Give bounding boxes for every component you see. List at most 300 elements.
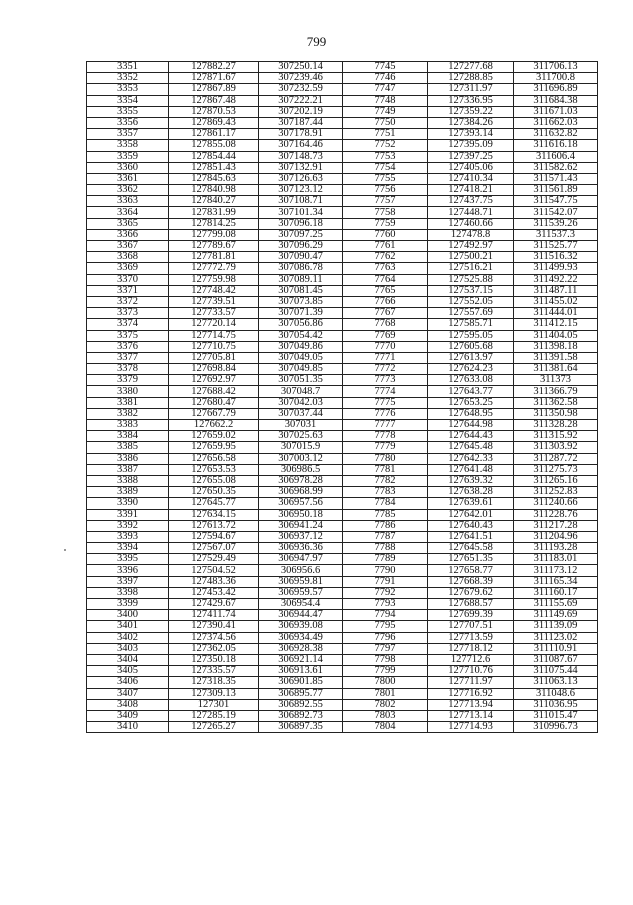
x-coord-right-cell: 127393.14 <box>428 129 514 140</box>
x-coord-left-cell: 127362.05 <box>169 643 259 654</box>
x-coord-right-cell: 127644.43 <box>428 431 514 442</box>
point-id-left-cell: 3406 <box>87 677 169 688</box>
y-coord-left-cell: 306950.18 <box>259 509 343 520</box>
point-id-left-cell: 3381 <box>87 397 169 408</box>
table-row <box>87 666 598 677</box>
x-coord-left-cell: 127870.53 <box>169 106 259 117</box>
x-coord-left-cell: 127748.42 <box>169 285 259 296</box>
point-id-left-cell: 3362 <box>87 185 169 196</box>
point-id-left-cell: 3356 <box>87 117 169 128</box>
point-id-right-cell: 7748 <box>343 95 428 106</box>
table-row <box>87 285 598 296</box>
point-id-right-cell: 7764 <box>343 274 428 285</box>
y-coord-left-cell: 306897.35 <box>259 722 343 733</box>
y-coord-right-cell: 311398.18 <box>514 341 598 352</box>
x-coord-left-cell: 127653.53 <box>169 464 259 475</box>
y-coord-right-cell: 311315.92 <box>514 431 598 442</box>
x-coord-left-cell: 127529.49 <box>169 554 259 565</box>
y-coord-left-cell: 306892.55 <box>259 699 343 710</box>
x-coord-right-cell: 127641.51 <box>428 531 514 542</box>
table-row <box>87 531 598 542</box>
table-row <box>87 207 598 218</box>
point-id-right-cell: 7755 <box>343 173 428 184</box>
point-id-right-cell: 7783 <box>343 487 428 498</box>
y-coord-right-cell: 311571.43 <box>514 173 598 184</box>
x-coord-right-cell: 127437.75 <box>428 196 514 207</box>
y-coord-right-cell: 311087.67 <box>514 654 598 665</box>
point-id-right-cell: 7788 <box>343 543 428 554</box>
point-id-left-cell: 3363 <box>87 196 169 207</box>
coordinate-table-body <box>87 62 598 733</box>
y-coord-left-cell: 306954.4 <box>259 599 343 610</box>
table-row <box>87 453 598 464</box>
x-coord-right-cell: 127642.33 <box>428 453 514 464</box>
y-coord-left-cell: 306921.14 <box>259 654 343 665</box>
y-coord-right-cell: 311204.96 <box>514 531 598 542</box>
y-coord-right-cell: 311561.89 <box>514 185 598 196</box>
x-coord-left-cell: 127867.89 <box>169 84 259 95</box>
point-id-left-cell: 3403 <box>87 643 169 654</box>
point-id-left-cell: 3373 <box>87 308 169 319</box>
point-id-right-cell: 7787 <box>343 531 428 542</box>
point-id-right-cell: 7796 <box>343 632 428 643</box>
point-id-left-cell: 3360 <box>87 162 169 173</box>
x-coord-right-cell: 127359.22 <box>428 106 514 117</box>
x-coord-right-cell: 127714.93 <box>428 722 514 733</box>
y-coord-left-cell: 307096.18 <box>259 218 343 229</box>
x-coord-left-cell: 127309.13 <box>169 688 259 699</box>
table-row <box>87 274 598 285</box>
y-coord-left-cell: 307101.34 <box>259 207 343 218</box>
y-coord-left-cell: 306944.47 <box>259 610 343 621</box>
point-id-left-cell: 3389 <box>87 487 169 498</box>
y-coord-left-cell: 307056.86 <box>259 319 343 330</box>
y-coord-right-cell: 311616.18 <box>514 140 598 151</box>
point-id-right-cell: 7772 <box>343 364 428 375</box>
x-coord-left-cell: 127318.35 <box>169 677 259 688</box>
point-id-left-cell: 3384 <box>87 431 169 442</box>
x-coord-left-cell: 127650.35 <box>169 487 259 498</box>
x-coord-left-cell: 127714.75 <box>169 330 259 341</box>
y-coord-left-cell: 307049.05 <box>259 352 343 363</box>
x-coord-right-cell: 127639.32 <box>428 475 514 486</box>
y-coord-right-cell: 311183.01 <box>514 554 598 565</box>
y-coord-right-cell: 311706.13 <box>514 62 598 73</box>
y-coord-right-cell: 311173.12 <box>514 565 598 576</box>
point-id-right-cell: 7803 <box>343 710 428 721</box>
x-coord-left-cell: 127645.77 <box>169 498 259 509</box>
point-id-left-cell: 3410 <box>87 722 169 733</box>
y-coord-left-cell: 307097.25 <box>259 229 343 240</box>
table-row <box>87 397 598 408</box>
point-id-right-cell: 7765 <box>343 285 428 296</box>
y-coord-right-cell: 310996.73 <box>514 722 598 733</box>
y-coord-left-cell: 307073.85 <box>259 296 343 307</box>
point-id-left-cell: 3382 <box>87 408 169 419</box>
x-coord-right-cell: 127448.71 <box>428 207 514 218</box>
point-id-right-cell: 7802 <box>343 699 428 710</box>
y-coord-left-cell: 307108.71 <box>259 196 343 207</box>
x-coord-right-cell: 127633.08 <box>428 375 514 386</box>
x-coord-right-cell: 127716.92 <box>428 688 514 699</box>
y-coord-left-cell: 307037.44 <box>259 408 343 419</box>
y-coord-right-cell: 311217.28 <box>514 520 598 531</box>
x-coord-left-cell: 127882.27 <box>169 62 259 73</box>
y-coord-right-cell: 311155.69 <box>514 599 598 610</box>
x-coord-right-cell: 127613.97 <box>428 352 514 363</box>
point-id-right-cell: 7758 <box>343 207 428 218</box>
y-coord-right-cell: 311252.83 <box>514 487 598 498</box>
y-coord-left-cell: 306968.99 <box>259 487 343 498</box>
y-coord-right-cell: 311381.64 <box>514 364 598 375</box>
x-coord-right-cell: 127336.95 <box>428 95 514 106</box>
y-coord-left-cell: 306901.85 <box>259 677 343 688</box>
point-id-left-cell: 3386 <box>87 453 169 464</box>
point-id-left-cell: 3370 <box>87 274 169 285</box>
x-coord-left-cell: 127594.67 <box>169 531 259 542</box>
x-coord-left-cell: 127634.15 <box>169 509 259 520</box>
x-coord-right-cell: 127460.66 <box>428 218 514 229</box>
x-coord-right-cell: 127397.25 <box>428 151 514 162</box>
point-id-right-cell: 7754 <box>343 162 428 173</box>
point-id-right-cell: 7775 <box>343 397 428 408</box>
point-id-left-cell: 3401 <box>87 621 169 632</box>
y-coord-left-cell: 307054.42 <box>259 330 343 341</box>
x-coord-right-cell: 127688.57 <box>428 599 514 610</box>
x-coord-left-cell: 127869.43 <box>169 117 259 128</box>
y-coord-right-cell: 311547.75 <box>514 196 598 207</box>
y-coord-left-cell: 306936.36 <box>259 543 343 554</box>
y-coord-right-cell: 311696.89 <box>514 84 598 95</box>
point-id-left-cell: 3359 <box>87 151 169 162</box>
x-coord-left-cell: 127698.84 <box>169 364 259 375</box>
y-coord-right-cell: 311700.8 <box>514 73 598 84</box>
point-id-left-cell: 3394 <box>87 543 169 554</box>
y-coord-left-cell: 306941.24 <box>259 520 343 531</box>
y-coord-right-cell: 311487.11 <box>514 285 598 296</box>
x-coord-left-cell: 127867.48 <box>169 95 259 106</box>
table-row <box>87 475 598 486</box>
point-id-right-cell: 7784 <box>343 498 428 509</box>
x-coord-left-cell: 127781.81 <box>169 252 259 263</box>
y-coord-right-cell: 311048.6 <box>514 688 598 699</box>
y-coord-right-cell: 311444.01 <box>514 308 598 319</box>
point-id-right-cell: 7746 <box>343 73 428 84</box>
point-id-right-cell: 7761 <box>343 241 428 252</box>
y-coord-right-cell: 311160.17 <box>514 587 598 598</box>
x-coord-left-cell: 127845.63 <box>169 173 259 184</box>
x-coord-right-cell: 127277.68 <box>428 62 514 73</box>
x-coord-left-cell: 127335.57 <box>169 666 259 677</box>
y-coord-right-cell: 311373 <box>514 375 598 386</box>
point-id-left-cell: 3365 <box>87 218 169 229</box>
x-coord-right-cell: 127653.25 <box>428 397 514 408</box>
x-coord-right-cell: 127718.12 <box>428 643 514 654</box>
point-id-right-cell: 7767 <box>343 308 428 319</box>
table-row <box>87 95 598 106</box>
table-row <box>87 185 598 196</box>
y-coord-right-cell: 311404.05 <box>514 330 598 341</box>
y-coord-right-cell: 311287.72 <box>514 453 598 464</box>
point-id-left-cell: 3393 <box>87 531 169 542</box>
x-coord-left-cell: 127567.07 <box>169 543 259 554</box>
x-coord-right-cell: 127645.58 <box>428 543 514 554</box>
x-coord-left-cell: 127411.74 <box>169 610 259 621</box>
point-id-left-cell: 3391 <box>87 509 169 520</box>
y-coord-left-cell: 306957.56 <box>259 498 343 509</box>
x-coord-right-cell: 127638.28 <box>428 487 514 498</box>
table-row <box>87 442 598 453</box>
point-id-right-cell: 7777 <box>343 420 428 431</box>
point-id-left-cell: 3352 <box>87 73 169 84</box>
table-row <box>87 677 598 688</box>
y-coord-right-cell: 311265.16 <box>514 475 598 486</box>
y-coord-right-cell: 311275.73 <box>514 464 598 475</box>
scan-speck <box>64 549 66 551</box>
point-id-right-cell: 7763 <box>343 263 428 274</box>
y-coord-right-cell: 311455.02 <box>514 296 598 307</box>
x-coord-right-cell: 127712.6 <box>428 654 514 665</box>
point-id-right-cell: 7766 <box>343 296 428 307</box>
x-coord-right-cell: 127605.68 <box>428 341 514 352</box>
point-id-left-cell: 3353 <box>87 84 169 95</box>
y-coord-right-cell: 311110.91 <box>514 643 598 654</box>
x-coord-right-cell: 127639.61 <box>428 498 514 509</box>
x-coord-right-cell: 127699.39 <box>428 610 514 621</box>
table-row <box>87 308 598 319</box>
table-row <box>87 621 598 632</box>
point-id-left-cell: 3366 <box>87 229 169 240</box>
x-coord-right-cell: 127500.21 <box>428 252 514 263</box>
table-row <box>87 364 598 375</box>
point-id-right-cell: 7785 <box>343 509 428 520</box>
x-coord-left-cell: 127656.58 <box>169 453 259 464</box>
y-coord-left-cell: 307051.35 <box>259 375 343 386</box>
point-id-left-cell: 3378 <box>87 364 169 375</box>
point-id-left-cell: 3367 <box>87 241 169 252</box>
y-coord-left-cell: 307049.85 <box>259 364 343 375</box>
x-coord-right-cell: 127713.94 <box>428 699 514 710</box>
x-coord-right-cell: 127710.76 <box>428 666 514 677</box>
y-coord-right-cell: 311350.98 <box>514 408 598 419</box>
x-coord-right-cell: 127641.48 <box>428 464 514 475</box>
point-id-right-cell: 7780 <box>343 453 428 464</box>
y-coord-left-cell: 307202.19 <box>259 106 343 117</box>
table-row <box>87 654 598 665</box>
point-id-left-cell: 3407 <box>87 688 169 699</box>
x-coord-right-cell: 127395.09 <box>428 140 514 151</box>
y-coord-left-cell: 307015.9 <box>259 442 343 453</box>
point-id-left-cell: 3377 <box>87 352 169 363</box>
table-row <box>87 431 598 442</box>
x-coord-left-cell: 127759.98 <box>169 274 259 285</box>
y-coord-right-cell: 311362.58 <box>514 397 598 408</box>
point-id-right-cell: 7778 <box>343 431 428 442</box>
y-coord-right-cell: 311516.32 <box>514 252 598 263</box>
x-coord-right-cell: 127516.21 <box>428 263 514 274</box>
table-row <box>87 196 598 207</box>
y-coord-right-cell: 311193.28 <box>514 543 598 554</box>
y-coord-left-cell: 307123.12 <box>259 185 343 196</box>
point-id-right-cell: 7782 <box>343 475 428 486</box>
y-coord-right-cell: 311662.03 <box>514 117 598 128</box>
x-coord-left-cell: 127710.75 <box>169 341 259 352</box>
point-id-left-cell: 3357 <box>87 129 169 140</box>
x-coord-left-cell: 127504.52 <box>169 565 259 576</box>
point-id-right-cell: 7747 <box>343 84 428 95</box>
y-coord-left-cell: 307042.03 <box>259 397 343 408</box>
point-id-right-cell: 7792 <box>343 587 428 598</box>
x-coord-right-cell: 127595.05 <box>428 330 514 341</box>
y-coord-right-cell: 311149.69 <box>514 610 598 621</box>
point-id-left-cell: 3351 <box>87 62 169 73</box>
x-coord-right-cell: 127418.21 <box>428 185 514 196</box>
y-coord-right-cell: 311036.95 <box>514 699 598 710</box>
point-id-right-cell: 7750 <box>343 117 428 128</box>
x-coord-left-cell: 127483.36 <box>169 576 259 587</box>
point-id-right-cell: 7762 <box>343 252 428 263</box>
y-coord-left-cell: 306913.61 <box>259 666 343 677</box>
y-coord-left-cell: 307086.78 <box>259 263 343 274</box>
table-row <box>87 330 598 341</box>
point-id-right-cell: 7799 <box>343 666 428 677</box>
point-id-left-cell: 3399 <box>87 599 169 610</box>
point-id-left-cell: 3364 <box>87 207 169 218</box>
point-id-left-cell: 3408 <box>87 699 169 710</box>
point-id-right-cell: 7789 <box>343 554 428 565</box>
y-coord-left-cell: 307222.21 <box>259 95 343 106</box>
point-id-left-cell: 3361 <box>87 173 169 184</box>
x-coord-left-cell: 127655.08 <box>169 475 259 486</box>
x-coord-left-cell: 127861.17 <box>169 129 259 140</box>
point-id-left-cell: 3400 <box>87 610 169 621</box>
x-coord-right-cell: 127585.71 <box>428 319 514 330</box>
point-id-left-cell: 3375 <box>87 330 169 341</box>
point-id-left-cell: 3388 <box>87 475 169 486</box>
table-row <box>87 710 598 721</box>
x-coord-left-cell: 127871.67 <box>169 73 259 84</box>
x-coord-left-cell: 127851.43 <box>169 162 259 173</box>
point-id-right-cell: 7794 <box>343 610 428 621</box>
y-coord-right-cell: 311412.15 <box>514 319 598 330</box>
table-row <box>87 162 598 173</box>
table-row <box>87 375 598 386</box>
point-id-right-cell: 7745 <box>343 62 428 73</box>
x-coord-right-cell: 127552.05 <box>428 296 514 307</box>
x-coord-right-cell: 127537.15 <box>428 285 514 296</box>
table-row <box>87 509 598 520</box>
table-row <box>87 610 598 621</box>
table-row <box>87 520 598 531</box>
y-coord-left-cell: 306934.49 <box>259 632 343 643</box>
x-coord-right-cell: 127492.97 <box>428 241 514 252</box>
x-coord-right-cell: 127643.77 <box>428 386 514 397</box>
x-coord-left-cell: 127789.67 <box>169 241 259 252</box>
y-coord-right-cell: 311632.82 <box>514 129 598 140</box>
point-id-left-cell: 3372 <box>87 296 169 307</box>
table-row <box>87 84 598 95</box>
y-coord-left-cell: 307048.7 <box>259 386 343 397</box>
point-id-right-cell: 7798 <box>343 654 428 665</box>
table-row <box>87 129 598 140</box>
table-row <box>87 688 598 699</box>
y-coord-right-cell: 311303.92 <box>514 442 598 453</box>
x-coord-left-cell: 127814.25 <box>169 218 259 229</box>
x-coord-right-cell: 127640.43 <box>428 520 514 531</box>
table-row <box>87 565 598 576</box>
y-coord-right-cell: 311542.07 <box>514 207 598 218</box>
y-coord-left-cell: 307003.12 <box>259 453 343 464</box>
x-coord-left-cell: 127705.81 <box>169 352 259 363</box>
y-coord-right-cell: 311366.79 <box>514 386 598 397</box>
point-id-right-cell: 7773 <box>343 375 428 386</box>
y-coord-left-cell: 306959.81 <box>259 576 343 587</box>
y-coord-left-cell: 307187.44 <box>259 117 343 128</box>
x-coord-right-cell: 127711.97 <box>428 677 514 688</box>
y-coord-right-cell: 311139.09 <box>514 621 598 632</box>
point-id-right-cell: 7759 <box>343 218 428 229</box>
x-coord-left-cell: 127692.97 <box>169 375 259 386</box>
x-coord-left-cell: 127840.98 <box>169 185 259 196</box>
x-coord-right-cell: 127624.23 <box>428 364 514 375</box>
table-row <box>87 218 598 229</box>
x-coord-left-cell: 127688.42 <box>169 386 259 397</box>
point-id-right-cell: 7781 <box>343 464 428 475</box>
x-coord-right-cell: 127645.48 <box>428 442 514 453</box>
x-coord-left-cell: 127659.02 <box>169 431 259 442</box>
point-id-left-cell: 3402 <box>87 632 169 643</box>
table-row <box>87 498 598 509</box>
x-coord-left-cell: 127662.2 <box>169 420 259 431</box>
point-id-right-cell: 7769 <box>343 330 428 341</box>
y-coord-left-cell: 307232.59 <box>259 84 343 95</box>
page-number: 799 <box>306 34 327 49</box>
point-id-left-cell: 3397 <box>87 576 169 587</box>
y-coord-right-cell: 311606.4 <box>514 151 598 162</box>
x-coord-left-cell: 127285.19 <box>169 710 259 721</box>
x-coord-left-cell: 127855.08 <box>169 140 259 151</box>
x-coord-left-cell: 127659.95 <box>169 442 259 453</box>
y-coord-left-cell: 307239.46 <box>259 73 343 84</box>
point-id-right-cell: 7776 <box>343 408 428 419</box>
y-coord-right-cell: 311537.3 <box>514 229 598 240</box>
table-row <box>87 263 598 274</box>
y-coord-left-cell: 306937.12 <box>259 531 343 542</box>
table-row <box>87 319 598 330</box>
table-row <box>87 341 598 352</box>
point-id-left-cell: 3396 <box>87 565 169 576</box>
table-row <box>87 599 598 610</box>
table-row <box>87 151 598 162</box>
x-coord-left-cell: 127831.99 <box>169 207 259 218</box>
point-id-right-cell: 7749 <box>343 106 428 117</box>
y-coord-right-cell: 311063.13 <box>514 677 598 688</box>
point-id-right-cell: 7768 <box>343 319 428 330</box>
table-row <box>87 173 598 184</box>
y-coord-left-cell: 307049.86 <box>259 341 343 352</box>
y-coord-right-cell: 311525.77 <box>514 241 598 252</box>
y-coord-left-cell: 307132.91 <box>259 162 343 173</box>
y-coord-right-cell: 311499.93 <box>514 263 598 274</box>
table-row <box>87 229 598 240</box>
x-coord-right-cell: 127679.62 <box>428 587 514 598</box>
table-row <box>87 487 598 498</box>
x-coord-left-cell: 127680.47 <box>169 397 259 408</box>
y-coord-left-cell: 307025.63 <box>259 431 343 442</box>
point-id-left-cell: 3379 <box>87 375 169 386</box>
x-coord-right-cell: 127525.88 <box>428 274 514 285</box>
y-coord-left-cell: 307090.47 <box>259 252 343 263</box>
